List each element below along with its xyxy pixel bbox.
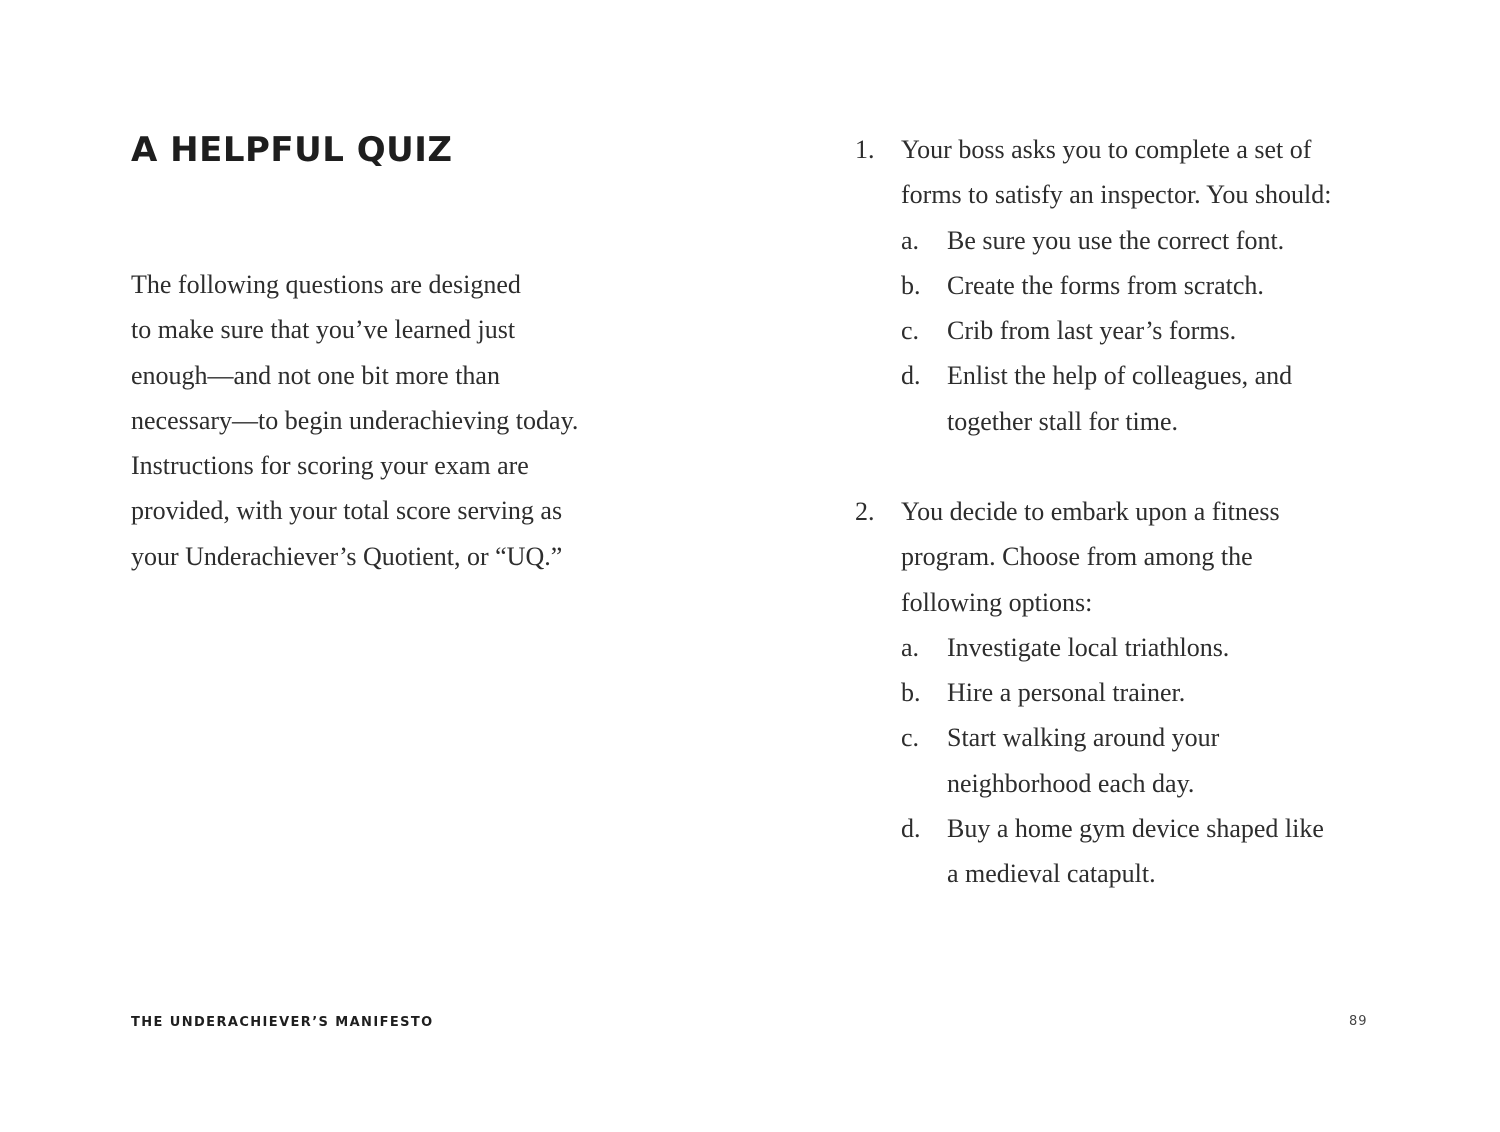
question-line: following options: [901, 587, 1093, 617]
intro-line: provided, with your total score serving as [131, 496, 563, 526]
question-text [901, 489, 1280, 625]
answer-option-c [901, 715, 1395, 806]
question-stem [855, 489, 1395, 625]
intro-paragraph [131, 262, 651, 579]
question-number: 1. [855, 135, 875, 164]
question-line: Your boss asks you to complete a set of [901, 135, 1312, 164]
option-line: Crib from last year’s forms. [947, 316, 1237, 346]
intro-line: necessary—to begin underachieving today. [131, 405, 579, 435]
option-text [947, 715, 1219, 806]
option-text [947, 308, 1236, 353]
option-letter: d. [901, 361, 921, 391]
option-text [947, 353, 1292, 444]
intro-line: your Underachiever’s Quotient, or “UQ.” [131, 541, 563, 571]
answer-option-c [901, 308, 1395, 353]
intro-line: to make sure that you’ve learned just [131, 315, 516, 345]
answer-option-d [901, 806, 1395, 897]
option-line: a medieval catapult. [947, 859, 1156, 889]
question-line: program. Choose from among the [901, 542, 1253, 572]
option-line: Investigate local triathlons. [947, 632, 1230, 662]
question-number: 2. [855, 497, 875, 526]
quiz-question-2 [855, 489, 1395, 897]
option-letter: a. [901, 225, 920, 255]
running-footer-book-title: THE UNDERACHIEVER’S MANIFESTO [131, 1015, 434, 1030]
option-text [947, 625, 1229, 670]
option-letter: b. [901, 678, 921, 708]
intro-line: enough—and not one bit more than [131, 360, 500, 390]
option-line: Create the forms from scratch. [947, 270, 1264, 300]
page-title: A HELPFUL QUIZ [131, 130, 453, 170]
answer-options [901, 625, 1395, 897]
question-line: You decide to embark upon a fitness [901, 497, 1280, 526]
answer-options [901, 218, 1395, 444]
answer-option-d [901, 353, 1395, 444]
option-letter: c. [901, 316, 920, 346]
answer-option-b [901, 263, 1395, 308]
option-text [947, 670, 1185, 715]
option-letter: b. [901, 270, 921, 300]
option-text [947, 263, 1264, 308]
option-text [947, 218, 1284, 263]
option-line: Be sure you use the correct font. [947, 225, 1285, 255]
option-letter: c. [901, 723, 920, 753]
answer-option-b [901, 670, 1395, 715]
option-line: together stall for time. [947, 406, 1179, 436]
option-letter: d. [901, 814, 921, 844]
answer-option-a [901, 218, 1395, 263]
intro-line: Instructions for scoring your exam are [131, 451, 529, 481]
page-number: 89 [1349, 1014, 1368, 1029]
option-line: neighborhood each day. [947, 768, 1195, 798]
intro-line: The following questions are designed [131, 270, 521, 299]
answer-option-a [901, 625, 1395, 670]
option-line: Start walking around your [947, 723, 1220, 753]
question-stem [855, 127, 1395, 218]
option-line: Hire a personal trainer. [947, 678, 1186, 708]
option-text [947, 806, 1324, 897]
option-line: Enlist the help of colleagues, and [947, 361, 1293, 391]
quiz-question-1 [855, 127, 1395, 444]
option-letter: a. [901, 632, 920, 662]
option-line: Buy a home gym device shaped like [947, 814, 1324, 844]
question-line: forms to satisfy an inspector. You should: [901, 180, 1332, 210]
question-text [901, 127, 1331, 218]
